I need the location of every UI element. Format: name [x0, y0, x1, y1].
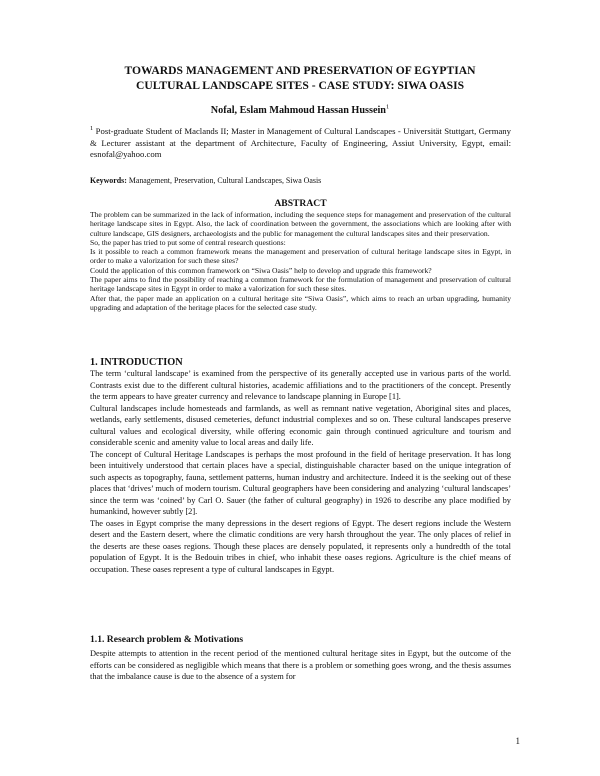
author-line	[80, 104, 520, 117]
page-number: 1	[515, 736, 520, 746]
abstract-paragraph: Is it possible to reach a common framework means the management and preservation of cultural heritage landscape sites in Egypt, in order to make a valorization for such these sites?	[90, 247, 511, 266]
title-line-2: CULTURAL LANDSCAPE SITES - CASE STUDY: SIWA OASIS	[135, 78, 465, 92]
affiliation-footnote-mark: 1	[90, 125, 94, 133]
abstract-paragraph: So, the paper has tried to put some of central research questions:	[90, 237, 286, 247]
abstract-paragraph: After that, the paper made an application on a cultural heritage site “Siwa Oasis”, which aims to reach an urban upgrading, humanity upgrading and adaptation of the heritage places for the selected case study.	[90, 293, 511, 312]
research-paragraph: Despite attempts to attention in the recent period of the mentioned cultural heritage sites in Egypt, but the outcome of the efforts can be considered as negligible which means that there is a problem or something goes wrong, and the thesis assumes that the imbalance cause is due to the absence of a system for	[90, 649, 511, 681]
author-name: Nofal, Eslam Mahmoud Hassan Hussein	[210, 105, 386, 116]
abstract-paragraph: The paper aims to find the possibility of reaching a common framework for the formulation of management and preservation of cultural heritage landscape sites in Egypt in order to make a valorization for such these sites.	[90, 275, 511, 294]
abstract-paragraph: The problem can be summarized in the lack of information, including the sequence steps for management and preservation of the cultural heritage landscape sites in Egypt. Also, the lack of coordination between the government, the associations which are looking after with culture landscape, GIS designers, archaeologists and the public for management the cultural landscapes sites and their preservation.	[90, 210, 511, 238]
research-problem-body	[90, 648, 511, 683]
affiliation	[90, 126, 511, 161]
section-heading-introduction: 1. INTRODUCTION	[90, 357, 183, 368]
intro-paragraph: The oases in Egypt comprise the many depressions in the desert regions of Egypt. The desert regions include the Western desert and the Eastern desert, where the climatic conditions are very harsh throughout the year. The only places of relief in the deserts are these oases regions. Though these places are densely populated, it represents only a hundredth of the total population of Egypt. It is the Bedouin tribes in chief, who inhabit these oases regions. Agriculture is the chief means of occupation. These oases represent a type of cultural landscapes in Egypt.	[90, 518, 511, 574]
abstract-body	[90, 210, 511, 312]
intro-paragraph: The term ‘cultural landscape’ is examined from the perspective of its generally accepted use in various parts of the world. Contrasts exist due to the different cultural histories, academic affiliations and to the practitioners of the concept. Presently the term appears to have greater currency and relevance to landscape planning in Europe [1].	[90, 369, 511, 401]
abstract-paragraph: Could the application of this common framework on “Siwa Oasis” help to develop and upgrade this framework?	[90, 265, 432, 275]
author-footnote-mark: 1	[385, 103, 390, 111]
title-line-1: TOWARDS MANAGEMENT AND PRESERVATION OF EGYPTIAN	[124, 64, 476, 77]
subsection-heading-research-problem: 1.1. Research problem & Motivations	[90, 634, 244, 645]
paper-title	[80, 64, 520, 93]
abstract-heading: ABSTRACT	[274, 198, 327, 209]
keywords-list: Management, Preservation, Cultural Landscapes, Siwa Oasis	[128, 176, 322, 185]
introduction-body	[90, 368, 511, 575]
affiliation-text: Post-graduate Student of Maclands II; Master in Management of Cultural Landscapes - Universität Stuttgart, Germany & Lecturer assistant at the department of Architecture, Faculty of Engineering, Assiut University, Egypt, email: esnofal@yahoo.com	[90, 126, 511, 160]
intro-paragraph: Cultural landscapes include homesteads and farmlands, as well as remnant native vegetation, Aboriginal sites and places, wetlands, early settlements, disused cemeteries, defunct industrial complexes and so on. These cultural landscapes preserve cultural values and ecological diversity, while offering economic gain through continued agriculture and tourism and considerable scenic and amenity value to local areas and daily life.	[90, 403, 511, 447]
intro-paragraph: The concept of Cultural Heritage Landscapes is perhaps the most profound in the field of heritage preservation. It has long been intuitively understood that certain places have a special, distinguishable character based on the unique integration of such aspects as topography, fauna, settlement patterns, human industry and architecture. Indeed it is the seeking out of these places that ‘drives’ much of modern tourism. Cultural geographers have been considering and analyzing ‘cultural landscapes’ since the term was ‘coined’ by Carl O. Sauer (the father of cultural geography) in 1926 to describe any place modified by humankind, however subtly [2].	[90, 449, 511, 516]
keywords-label: Keywords:	[90, 176, 127, 185]
keywords	[90, 176, 511, 186]
